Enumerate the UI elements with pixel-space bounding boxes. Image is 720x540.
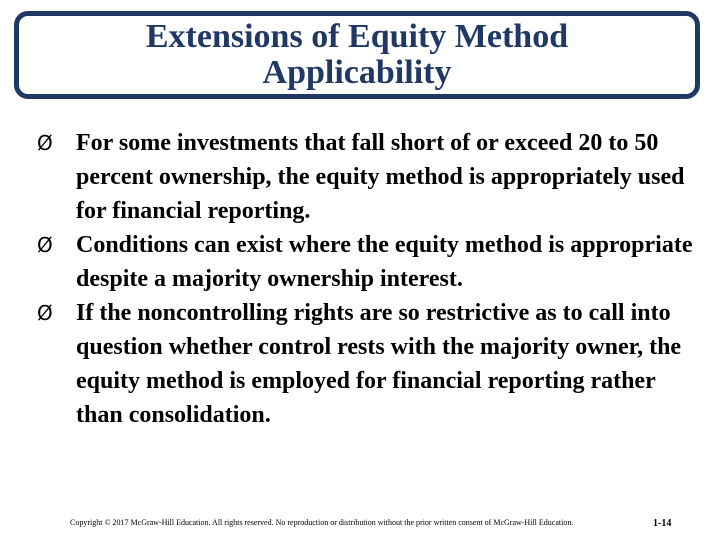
bullet-text: If the noncontrolling rights are so restrictive as to call into question whether control rests with the majority owner, the equity method is employed for financial reporting rather than consolidation. [76, 300, 682, 428]
bullet-item [37, 228, 697, 296]
bullet-item [37, 296, 697, 432]
bullet-item [37, 126, 697, 228]
bullet-list [37, 126, 697, 432]
bullet-text: Conditions can exist where the equity method is appropriate despite a majority ownership interest. [76, 232, 693, 292]
page-number: 1-14 [653, 518, 672, 529]
arrow-bullet-icon: Ø [37, 131, 53, 155]
copyright-footer: Copyright © 2017 McGraw-Hill Education. All rights reserved. No reproduction or distribution without the prior written consent of McGraw-Hill Education. [70, 518, 574, 527]
slide-title-box [14, 11, 700, 99]
arrow-bullet-icon: Ø [37, 301, 53, 325]
arrow-bullet-icon: Ø [37, 233, 53, 257]
bullet-text: For some investments that fall short of or exceed 20 to 50 percent ownership, the equity method is appropriately used for financial reporting. [76, 130, 685, 224]
slide-title-line-1: Extensions of Equity Method [145, 18, 569, 55]
slide-title-line-2: Applicability [262, 54, 452, 91]
